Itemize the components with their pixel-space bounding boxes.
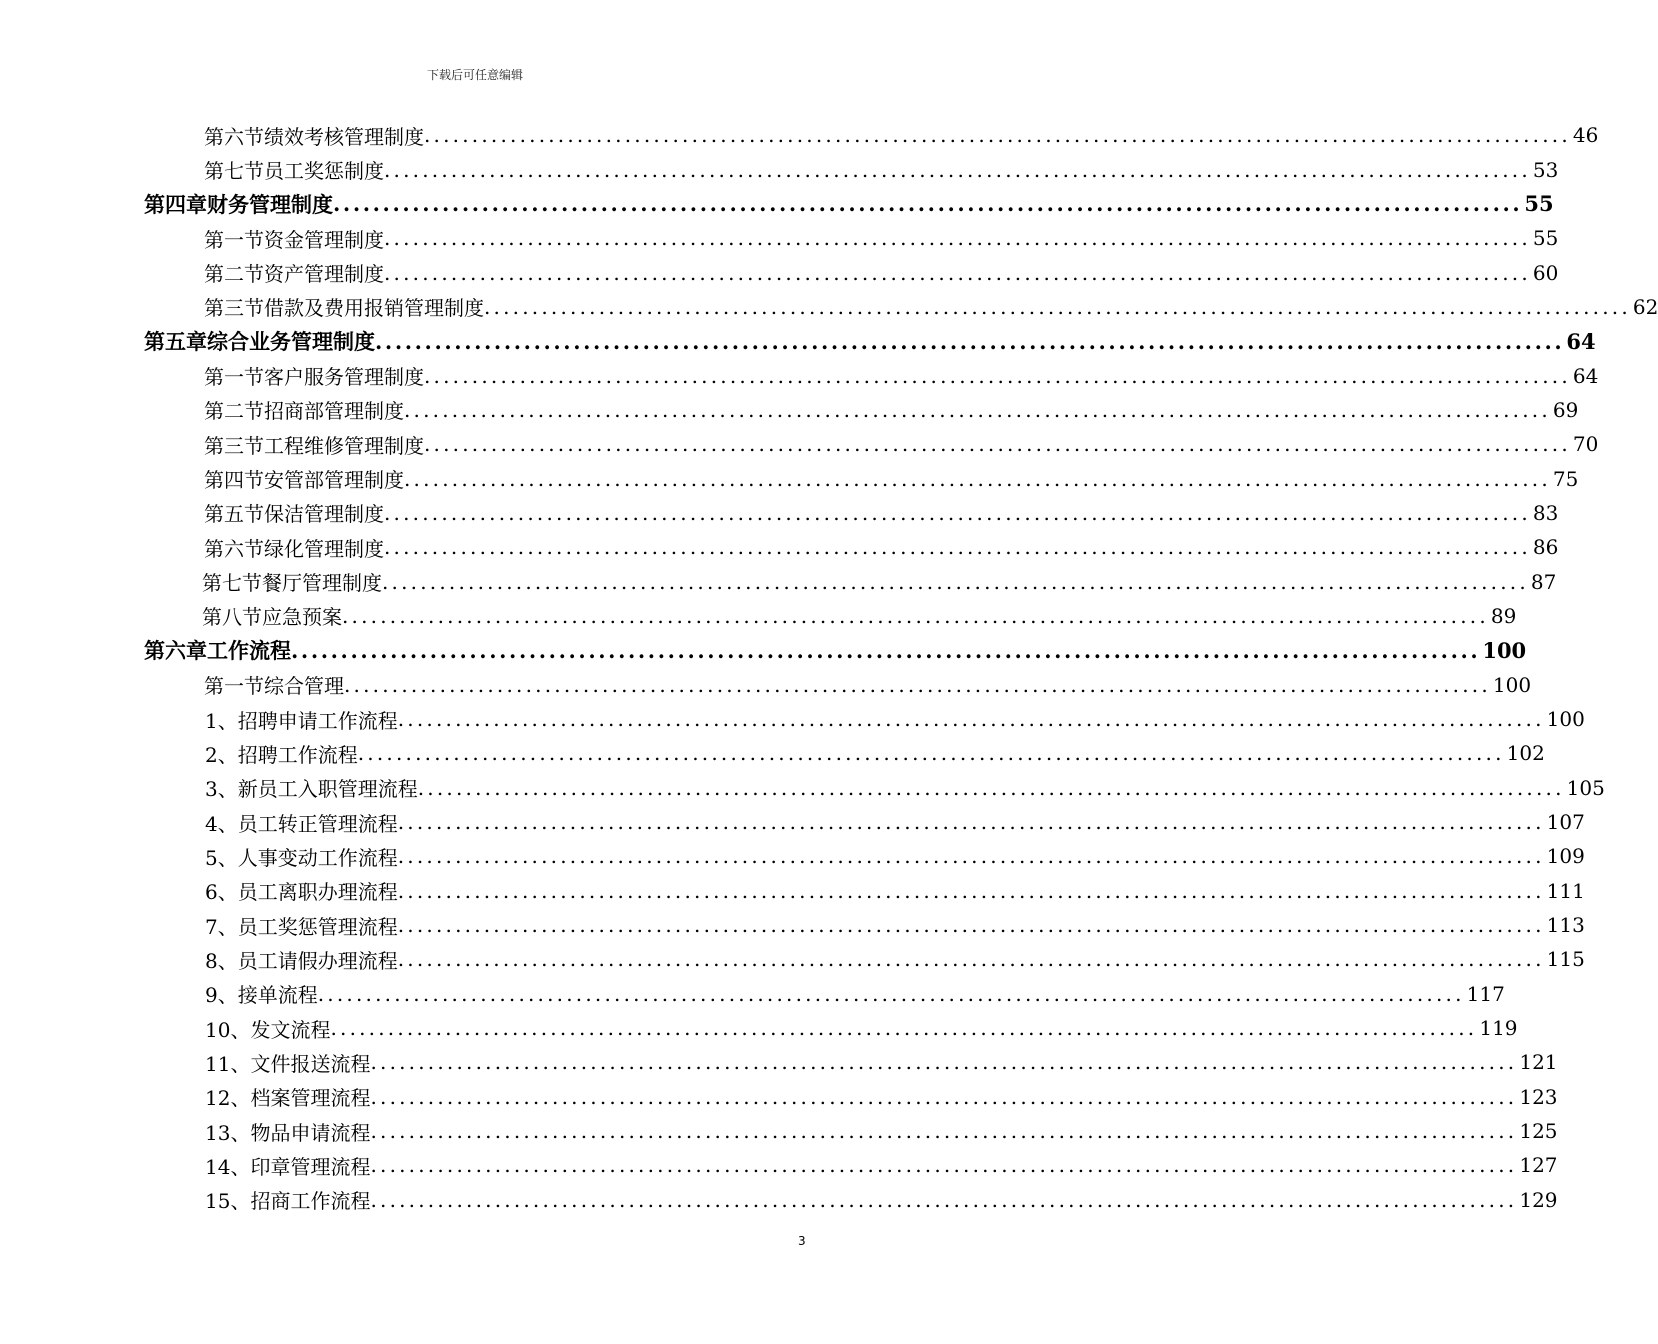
toc-dot-leader: ........................................................................................................................ bbox=[424, 123, 1571, 148]
toc-page-number: 127 bbox=[1519, 1153, 1558, 1178]
toc-dot-leader: ........................................................................................................................ bbox=[333, 191, 1523, 217]
toc-entry-title: 人事变动工作流程 bbox=[237, 845, 398, 870]
toc-section-entry[interactable] bbox=[0, 668, 1532, 702]
toc-page-number: 62 bbox=[1632, 294, 1658, 319]
toc-entry-number: 第六章 bbox=[144, 638, 207, 664]
toc-entry-title: 借款及费用报销管理制度 bbox=[264, 296, 484, 321]
toc-page-number: 70 bbox=[1572, 432, 1599, 457]
toc-entry-title: 员工离职办理流程 bbox=[237, 880, 398, 905]
toc-page-number: 105 bbox=[1566, 775, 1605, 800]
toc-dot-leader: ........................................................................................................................ bbox=[382, 569, 1529, 594]
toc-entry-title: 安管部管理制度 bbox=[264, 468, 404, 493]
toc-entry-number: 第一节 bbox=[204, 227, 264, 252]
toc-dot-leader: ........................................................................................................................ bbox=[330, 1016, 1478, 1041]
toc-page-number: 129 bbox=[1519, 1187, 1558, 1212]
toc-item-entry[interactable] bbox=[0, 942, 1585, 976]
toc-dot-leader: ........................................................................................................................ bbox=[397, 878, 1545, 903]
toc-entry-number: 11、 bbox=[205, 1051, 251, 1076]
toc-dot-leader: ........................................................................................................................ bbox=[397, 844, 1545, 869]
toc-entry-title: 资金管理制度 bbox=[264, 227, 384, 252]
toc-entry-title: 员工请假办理流程 bbox=[237, 948, 398, 973]
toc-page-number: 53 bbox=[1532, 157, 1559, 182]
toc-entry-number: 2、 bbox=[205, 742, 238, 767]
toc-dot-leader: ........................................................................................................................ bbox=[397, 707, 1545, 732]
toc-item-entry[interactable] bbox=[0, 1045, 1558, 1079]
toc-entry-title: 新员工入职管理流程 bbox=[237, 777, 418, 802]
toc-dot-leader: ........................................................................................................................ bbox=[384, 260, 1531, 285]
toc-entry-title: 员工奖惩管理流程 bbox=[237, 914, 398, 939]
toc-entry-number: 7、 bbox=[205, 914, 238, 939]
toc-section-entry[interactable] bbox=[0, 255, 1559, 289]
toc-dot-leader: ........................................................................................................................ bbox=[397, 810, 1545, 835]
toc-entry-number: 第二节 bbox=[204, 399, 264, 424]
toc-item-entry[interactable] bbox=[0, 1011, 1518, 1045]
toc-entry-title: 工作流程 bbox=[207, 638, 291, 664]
toc-dot-leader: ........................................................................................................................ bbox=[404, 397, 1551, 422]
toc-page-number: 123 bbox=[1519, 1084, 1558, 1109]
toc-page-number: 100 bbox=[1492, 672, 1532, 697]
toc-item-entry[interactable] bbox=[0, 1080, 1558, 1114]
toc-page-number: 55 bbox=[1524, 191, 1554, 217]
toc-section-entry[interactable] bbox=[0, 427, 1599, 461]
toc-item-entry[interactable] bbox=[0, 805, 1585, 839]
toc-dot-leader: ........................................................................................................................ bbox=[370, 1050, 1518, 1075]
toc-section-entry[interactable] bbox=[0, 152, 1559, 186]
toc-entry-number: 9、 bbox=[205, 983, 238, 1008]
toc-page-number: 86 bbox=[1532, 535, 1559, 560]
toc-entry-number: 第七节 bbox=[202, 571, 262, 596]
toc-entry-number: 1、 bbox=[205, 708, 238, 733]
toc-item-entry[interactable] bbox=[0, 977, 1505, 1011]
toc-entry-title: 招商工作流程 bbox=[250, 1189, 371, 1214]
toc-entry-title: 绿化管理制度 bbox=[264, 536, 384, 561]
toc-page-number: 113 bbox=[1546, 913, 1585, 938]
toc-dot-leader: ........................................................................................................................ bbox=[397, 913, 1545, 938]
toc-item-entry[interactable] bbox=[0, 736, 1545, 770]
toc-entry-title: 招商部管理制度 bbox=[264, 399, 404, 424]
toc-dot-leader: ........................................................................................................................ bbox=[344, 672, 1491, 697]
toc-page-number: 100 bbox=[1546, 707, 1585, 732]
toc-dot-leader: ........................................................................................................................ bbox=[484, 294, 1631, 319]
toc-section-entry[interactable] bbox=[0, 530, 1559, 564]
toc-section-entry[interactable] bbox=[0, 221, 1559, 255]
toc-entry-title: 招聘申请工作流程 bbox=[237, 708, 398, 733]
toc-chapter-entry[interactable] bbox=[0, 324, 1596, 358]
toc-page-number: 87 bbox=[1530, 569, 1557, 594]
toc-entry-title: 保洁管理制度 bbox=[264, 502, 384, 527]
toc-entry-number: 第八节 bbox=[202, 605, 262, 630]
toc-entry-number: 第三节 bbox=[204, 296, 264, 321]
toc-entry-number: 13、 bbox=[205, 1120, 251, 1145]
toc-entry-number: 第一节 bbox=[204, 674, 264, 699]
toc-dot-leader: ........................................................................................................................ bbox=[384, 535, 1531, 560]
toc-dot-leader: ........................................................................................................................ bbox=[342, 603, 1489, 628]
toc-dot-leader: ........................................................................................................................ bbox=[417, 775, 1565, 800]
toc-dot-leader: ........................................................................................................................ bbox=[424, 363, 1571, 388]
toc-page-number: 64 bbox=[1572, 363, 1599, 388]
toc-entry-title: 文件报送流程 bbox=[250, 1051, 371, 1076]
toc-item-entry[interactable] bbox=[0, 1114, 1558, 1148]
toc-page-number: 107 bbox=[1546, 810, 1585, 835]
toc-entry-number: 第五节 bbox=[204, 502, 264, 527]
toc-entry-title: 物品申请流程 bbox=[250, 1120, 371, 1145]
toc-entry-number: 第六节 bbox=[204, 124, 264, 149]
toc-entry-title: 餐厅管理制度 bbox=[262, 571, 382, 596]
toc-entry-number: 4、 bbox=[205, 811, 238, 836]
toc-section-entry[interactable] bbox=[0, 599, 1517, 633]
toc-section-entry[interactable] bbox=[0, 564, 1557, 598]
toc-item-entry[interactable] bbox=[0, 771, 1605, 805]
toc-entry-number: 3、 bbox=[205, 777, 238, 802]
toc-dot-leader: ........................................................................................................................ bbox=[397, 947, 1545, 972]
toc-entry-title: 员工奖惩制度 bbox=[264, 159, 384, 184]
toc-dot-leader: ........................................................................................................................ bbox=[424, 432, 1571, 457]
toc-page-number: 60 bbox=[1532, 260, 1559, 285]
toc-entry-number: 15、 bbox=[205, 1189, 251, 1214]
toc-entry-title: 员工转正管理流程 bbox=[237, 811, 398, 836]
toc-item-entry[interactable] bbox=[0, 1183, 1558, 1217]
toc-dot-leader: ........................................................................................................................ bbox=[375, 328, 1565, 354]
toc-entry-title: 综合业务管理制度 bbox=[207, 329, 375, 355]
toc-item-entry[interactable] bbox=[0, 874, 1585, 908]
page-header: 下载后可任意编辑 bbox=[426, 68, 523, 82]
toc-chapter-entry[interactable] bbox=[0, 633, 1527, 667]
toc-dot-leader: ........................................................................................................................ bbox=[384, 500, 1531, 525]
toc-entry-title: 发文流程 bbox=[250, 1017, 331, 1042]
toc-entry-title: 招聘工作流程 bbox=[237, 742, 358, 767]
toc-section-entry[interactable] bbox=[0, 393, 1579, 427]
toc-entry-title: 工程维修管理制度 bbox=[264, 433, 424, 458]
toc-page-number: 125 bbox=[1519, 1119, 1558, 1144]
toc-page-number: 89 bbox=[1490, 603, 1517, 628]
toc-dot-leader: ........................................................................................................................ bbox=[404, 466, 1551, 491]
toc-item-entry[interactable] bbox=[0, 908, 1585, 942]
toc-entry-number: 第六节 bbox=[204, 536, 264, 561]
toc-entry-title: 档案管理流程 bbox=[250, 1086, 371, 1111]
toc-section-entry[interactable] bbox=[0, 118, 1599, 152]
toc-page-number: 64 bbox=[1566, 328, 1596, 354]
toc-dot-leader: ........................................................................................................................ bbox=[291, 637, 1481, 663]
toc-section-entry[interactable] bbox=[0, 358, 1599, 392]
toc-entry-number: 8、 bbox=[205, 948, 238, 973]
toc-entry-number: 第五章 bbox=[144, 329, 207, 355]
toc-entry-number: 5、 bbox=[205, 845, 238, 870]
toc-entry-number: 第一节 bbox=[204, 365, 264, 390]
toc-page-number: 55 bbox=[1532, 226, 1559, 251]
toc-dot-leader: ........................................................................................................................ bbox=[370, 1187, 1518, 1212]
toc-dot-leader: ........................................................................................................................ bbox=[384, 157, 1531, 182]
toc-entry-title: 应急预案 bbox=[262, 605, 342, 630]
toc-item-entry[interactable] bbox=[0, 839, 1585, 873]
toc-chapter-entry[interactable] bbox=[0, 187, 1554, 221]
toc-page-number: 115 bbox=[1546, 947, 1585, 972]
toc-page-number: 117 bbox=[1466, 981, 1505, 1006]
toc-entry-number: 6、 bbox=[205, 880, 238, 905]
toc-page-number: 83 bbox=[1532, 500, 1559, 525]
toc-page-number: 69 bbox=[1552, 397, 1579, 422]
toc-entry-title: 综合管理 bbox=[264, 674, 344, 699]
toc-dot-leader: ........................................................................................................................ bbox=[370, 1153, 1518, 1178]
toc-dot-leader: ........................................................................................................................ bbox=[357, 741, 1505, 766]
toc-page-number: 111 bbox=[1546, 878, 1585, 903]
toc-entry-title: 印章管理流程 bbox=[250, 1154, 371, 1179]
toc-entry-number: 第三节 bbox=[204, 433, 264, 458]
toc-page-number: 121 bbox=[1519, 1050, 1558, 1075]
toc-entry-number: 10、 bbox=[205, 1017, 251, 1042]
toc-section-entry[interactable] bbox=[0, 290, 1658, 324]
toc-dot-leader: ........................................................................................................................ bbox=[384, 226, 1531, 251]
table-of-contents bbox=[0, 118, 1658, 1217]
toc-entry-title: 客户服务管理制度 bbox=[264, 365, 424, 390]
toc-entry-title: 财务管理制度 bbox=[207, 191, 333, 217]
toc-entry-number: 第二节 bbox=[204, 262, 264, 287]
toc-page-number: 102 bbox=[1506, 741, 1545, 766]
toc-page-number: 46 bbox=[1572, 123, 1599, 148]
toc-section-entry[interactable] bbox=[0, 461, 1579, 495]
toc-page-number: 100 bbox=[1482, 637, 1527, 663]
toc-dot-leader: ........................................................................................................................ bbox=[370, 1084, 1518, 1109]
toc-item-entry[interactable] bbox=[0, 702, 1585, 736]
toc-entry-number: 14、 bbox=[205, 1154, 251, 1179]
toc-page-number: 75 bbox=[1552, 466, 1579, 491]
toc-entry-number: 第七节 bbox=[204, 159, 264, 184]
toc-entry-number: 12、 bbox=[205, 1086, 251, 1111]
toc-section-entry[interactable] bbox=[0, 496, 1559, 530]
toc-entry-number: 第四节 bbox=[204, 468, 264, 493]
toc-entry-title: 绩效考核管理制度 bbox=[264, 124, 424, 149]
toc-dot-leader: ........................................................................................................................ bbox=[317, 981, 1465, 1006]
toc-entry-title: 接单流程 bbox=[237, 983, 318, 1008]
toc-dot-leader: ........................................................................................................................ bbox=[370, 1119, 1518, 1144]
toc-entry-number: 第四章 bbox=[144, 191, 207, 217]
toc-page-number: 119 bbox=[1479, 1016, 1518, 1041]
toc-item-entry[interactable] bbox=[0, 1148, 1558, 1182]
page-number: 3 bbox=[798, 1234, 806, 1248]
toc-page-number: 109 bbox=[1546, 844, 1585, 869]
toc-entry-title: 资产管理制度 bbox=[264, 262, 384, 287]
